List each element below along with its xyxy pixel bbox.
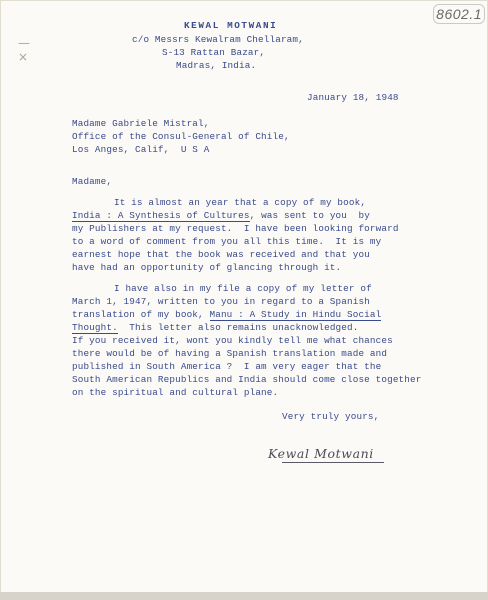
closing: Very truly yours, xyxy=(282,411,380,422)
para1-line6: have had an opportunity of glancing through it. xyxy=(72,262,342,273)
salutation: Madame, xyxy=(72,176,113,187)
letterhead-line3: Madras, India. xyxy=(176,60,257,71)
para1-line2 xyxy=(72,210,370,223)
para2-line8: South American Republics and India should come close together xyxy=(72,374,422,385)
letterhead-name: KEWAL MOTWANI xyxy=(184,20,278,31)
letter-date: January 18, 1948 xyxy=(307,92,399,103)
para2-line3 xyxy=(72,309,381,322)
signature-line xyxy=(282,462,384,463)
para1-line5: earnest hope that the book was received and that you xyxy=(72,249,370,260)
para2-line1: I have also in my file a copy of my letter of xyxy=(114,283,372,294)
book-title-manu: Manu : A Study in Hindu Social xyxy=(209,309,382,320)
para2-line2: March 1, 1947, written to you in regard to a Spanish xyxy=(72,296,370,307)
para2-line4 xyxy=(72,322,358,335)
para1-line2-rest: , was sent to you by xyxy=(249,210,370,221)
para2-line4-rest: This letter also remains unacknowledged. xyxy=(117,322,359,333)
letterhead-line1: c/o Messrs Kewalram Chellaram, xyxy=(132,34,304,45)
para1-line4: to a word of comment from you all this time. It is my xyxy=(72,236,382,247)
para1-line1: It is almost an year that a copy of my book, xyxy=(114,197,367,208)
handwritten-signature: Kewal Motwani xyxy=(268,446,374,461)
scan-edge xyxy=(0,592,488,600)
archive-number: 8602.1 xyxy=(436,6,482,22)
recipient-line2: Office of the Consul-General of Chile, xyxy=(72,131,290,142)
recipient-line3: Los Anges, Calif, U S A xyxy=(72,144,210,155)
para2-line6: there would be of having a Spanish translation made and xyxy=(72,348,388,359)
recipient-line1: Madame Gabriele Mistral, xyxy=(72,118,210,129)
book-title-manu-end: Thought. xyxy=(72,322,118,333)
para2-line3-pre: translation of my book, xyxy=(72,309,210,320)
pencil-mark-icon: —× xyxy=(18,36,30,64)
letterhead-line2: S-13 Rattan Bazar, xyxy=(162,47,266,58)
para1-line3: my Publishers at my request. I have been looking forward xyxy=(72,223,399,234)
para2-line5: If you received it, wont you kindly tell me what chances xyxy=(72,335,393,346)
book-title-india: India : A Synthesis of Cultures xyxy=(72,210,250,221)
para2-line9: on the spiritual and cultural plane. xyxy=(72,387,279,398)
para2-line7: published in South America ? I am very eager that the xyxy=(72,361,382,372)
